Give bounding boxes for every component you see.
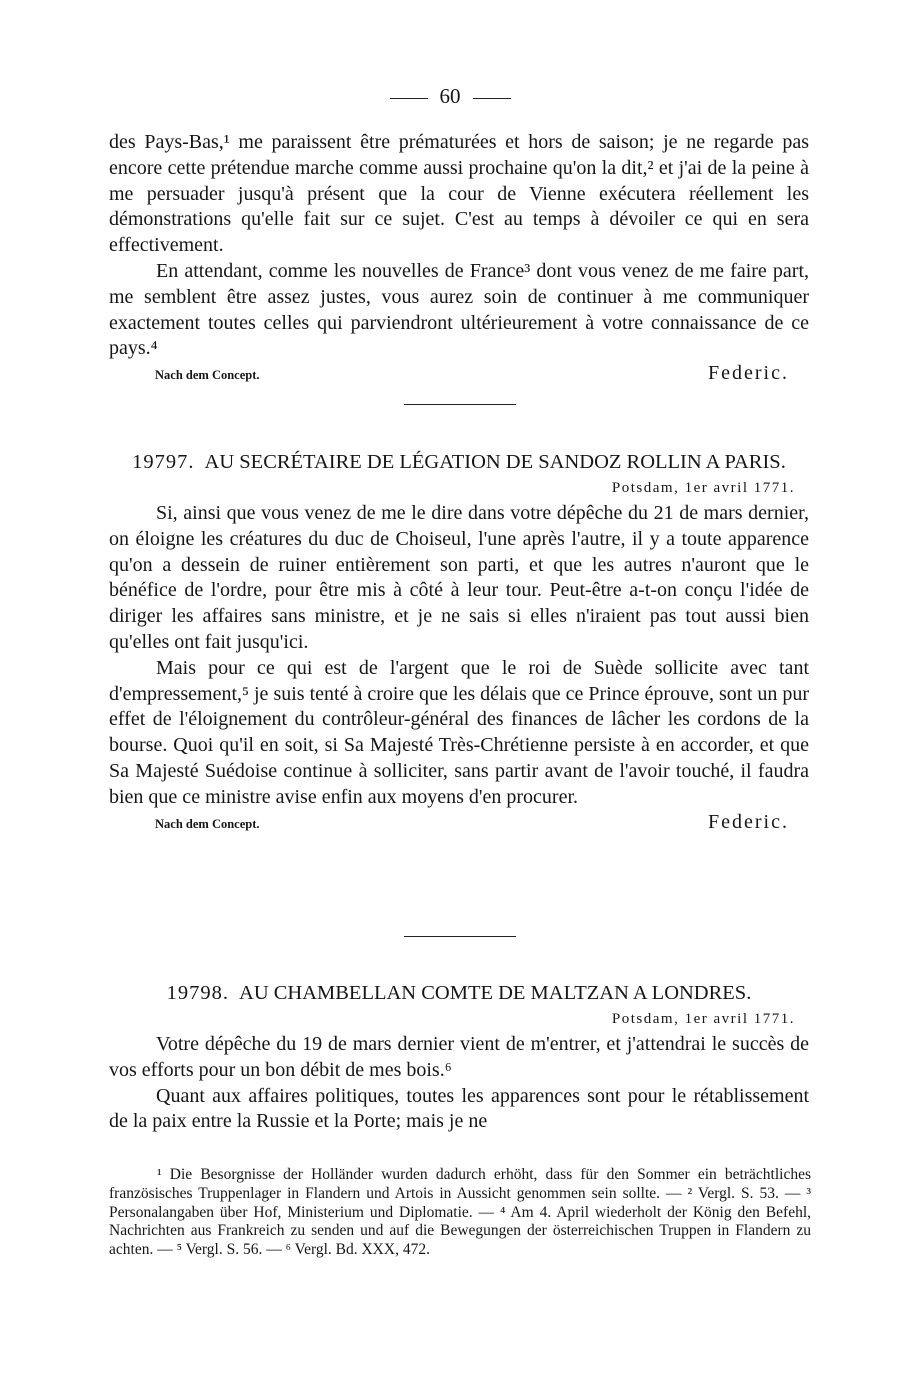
- letter-19798: [109, 980, 809, 1135]
- section-divider: [404, 404, 516, 405]
- signature-line: [109, 811, 809, 839]
- source-note: Nach dem Concept.: [155, 816, 260, 831]
- signature-line: [109, 362, 809, 390]
- dateline: Potsdam, 1er avril 1771.: [611, 1011, 795, 1027]
- dateline: Potsdam, 1er avril 1771.: [611, 480, 795, 496]
- paragraph: des Pays-Bas,¹ me paraissent être prématurées et hors de saison; je ne regarde pas encore cette prétendue marche comme aussi prochaine qu'on la dit,² et j'ai de la peine à me persuader jusqu'à présent que la cour de Vienne exécutera réellement les démonstrations qu'elle fait sur ce sujet. C'est au temps à dévoiler ce qui en sera effectivement.: [109, 131, 809, 257]
- page-header: [0, 82, 900, 110]
- signature: Federic.: [708, 810, 789, 833]
- paragraph: Si, ainsi que vous venez de me le dire dans votre dépêche du 21 de mars dernier, on éloigne les créatures du duc de Choiseul, l'une après l'autre, il y a toute apparence qu'on a dessein de ruiner entièrement son parti, et que les autres n'auront que le bénéfice de l'ordre, pour être mis à côté à leur tour. Peut-être a-t-on conçu l'idée de diriger les affaires sans ministre, et je ne sais si elles n'iraient pas tout aussi bien qu'elles ont fait jusqu'ici.: [109, 502, 809, 653]
- letter-title: AU CHAMBELLAN COMTE DE MALTZAN A LONDRES.: [239, 982, 752, 1004]
- letter-number: 19797.: [132, 451, 195, 473]
- paragraph: En attendant, comme les nouvelles de France³ dont vous venez de me faire part, me semblent être assez justes, vous aurez soin de continuer à me communiquer exactement toutes celles qui parviendront ultérieurement à votre connaissance de ce pays.⁴: [109, 259, 809, 360]
- letter-19797: [109, 449, 809, 839]
- letter-title: AU SECRÉTAIRE DE LÉGATION DE SANDOZ ROLLIN A PARIS.: [204, 451, 786, 473]
- top-section: [109, 130, 809, 390]
- footnotes: [109, 1166, 811, 1260]
- letter-number: 19798.: [166, 982, 230, 1004]
- header-dash-left: [390, 98, 428, 99]
- section-divider: [404, 936, 516, 937]
- letter-heading: [109, 449, 809, 475]
- footnote-text: ¹ Die Besorgnisse der Holländer wurden dadurch erhöht, dass für den Sommer ein beträchtliches französisches Truppenlager in Flandern und Artois in Aussicht genommen sein sollte. — ² Vergl. S. 53. — ³ Personalangaben über Hof, Ministerium und Diplomatie. — ⁴ Am 4. April wiederholt der König den Befehl, Nachrichten aus Frankreich zu senden und auf die Bewegungen der österreichischen Truppen in Flandern zu achten. — ⁵ Vergl. S. 56. — ⁶ Vergl. Bd. XXX, 472.: [109, 1166, 811, 1259]
- signature: Federic.: [708, 362, 789, 385]
- letter-heading: [109, 980, 809, 1006]
- header-dash-right: [473, 98, 511, 99]
- paragraph: Quant aux affaires politiques, toutes les apparences sont pour le rétablissement de la paix entre la Russie et la Porte; mais je ne: [109, 1084, 809, 1133]
- paragraph: Votre dépêche du 19 de mars dernier vient de m'entrer, et j'attendrai le succès de vos efforts pour un bon débit de mes bois.⁶: [109, 1033, 809, 1081]
- paragraph: Mais pour ce qui est de l'argent que le roi de Suède sollicite avec tant d'empressement,⁵ je suis tenté à croire que les délais que ce Prince éprouve, sont un pur effet de l'éloignement du contrôleur-général des finances de lâcher les cordons de la bourse. Quoi qu'il en soit, si Sa Majesté Très-Chrétienne persiste à en accorder, et que Sa Majesté Suédoise continue à solliciter, sans partir avant de l'avoir touché, il faudra bien que ce ministre avise enfin aux moyens d'en procurer.: [109, 656, 809, 808]
- source-note: Nach dem Concept.: [155, 368, 260, 383]
- page-number: 60: [439, 84, 461, 108]
